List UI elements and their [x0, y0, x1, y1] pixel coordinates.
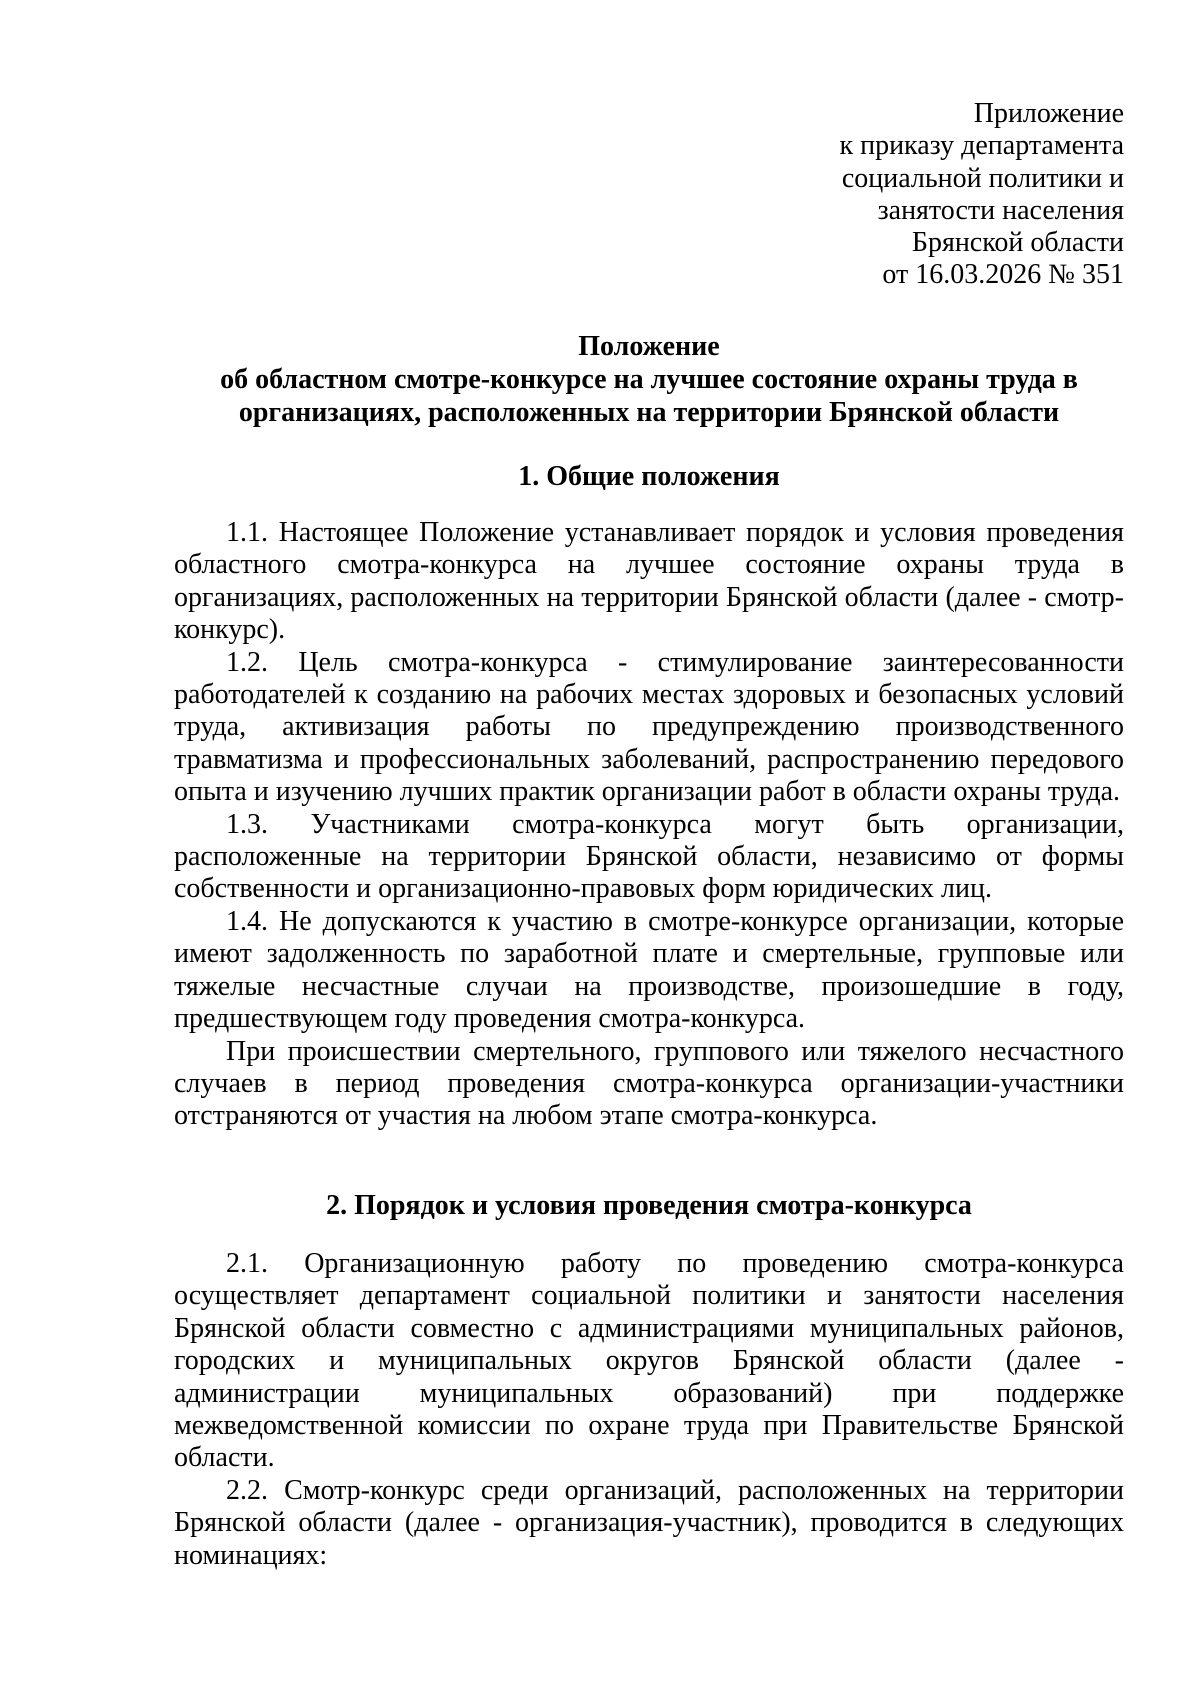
document-title: [174, 330, 1124, 429]
paragraph-2-2: 2.2. Смотр-конкурс среди организаций, расположенных на территории Брянской области (далее - организация-участник), проводится в следующих номинациях:: [174, 1474, 1124, 1571]
appendix-line: Брянской области: [911, 227, 1124, 259]
appendix-line: к приказу департамента: [839, 130, 1124, 162]
paragraph-2-1: 2.1. Организационную работу по проведению смотра-конкурса осуществляет департамент социальной политики и занятости населения Брянской области совместно с администрациями муниципальных районов, городских и муниципальных округов Брянской области (далее - администрации муниципальных образований) при поддержке межведомственной комиссии по охране труда при Правительстве Брянской области.: [174, 1248, 1124, 1474]
appendix-line: Приложение: [973, 98, 1124, 129]
paragraph-1-3: 1.3. Участниками смотра-конкурса могут быть организации, расположенные на территории Брянской области, независимо от формы собственности и организационно-правовых форм юридических лиц.: [174, 808, 1124, 905]
paragraph-1-4-continued: При происшествии смертельного, группового или тяжелого несчастного случаев в период проведения смотра-конкурса организации-участники отстраняются от участия на любом этапе смотра-конкурса.: [174, 1035, 1124, 1132]
section-2-body: [174, 1248, 1124, 1572]
paragraph-1-2: 1.2. Цель смотра-конкурса - стимулирование заинтересованности работодателей к созданию на рабочих местах здоровых и безопасных условий труда, активизация работы по предупреждению производственного травматизма и профессиональных заболеваний, распространению передового опыта и изучению лучших практик организации работ в области охраны труда.: [174, 646, 1124, 808]
section-1-body: [174, 517, 1124, 1133]
paragraph-1-1: 1.1. Настоящее Положение устанавливает порядок и условия проведения областного смотра-конкурса на лучшее состояние охраны труда в организациях, расположенных на территории Брянской области (далее - смотр-конкурс).: [174, 517, 1124, 646]
appendix-line: от 16.03.2026 № 351: [882, 259, 1124, 291]
paragraph-1-4: 1.4. Не допускаются к участию в смотре-конкурсе организации, которые имеют задолженность по заработной плате и смертельные, групповые или тяжелые несчастные случаи на производстве, произошедшие в году, предшествующем году проведения смотра-конкурса.: [174, 905, 1124, 1035]
title-line: Положение: [578, 331, 720, 362]
section-2-heading: 2. Порядок и условия проведения смотра-конкурса: [326, 1190, 972, 1221]
appendix-block: [704, 98, 1124, 292]
title-line: об областном смотре-конкурсе на лучшее состояние охраны труда в: [220, 364, 1078, 395]
appendix-line: занятости населения: [877, 194, 1124, 226]
appendix-line: социальной политики и: [841, 162, 1124, 194]
title-line: организациях, расположенных на территории Брянской области: [238, 397, 1060, 428]
section-1-heading: 1. Общие положения: [518, 461, 780, 492]
